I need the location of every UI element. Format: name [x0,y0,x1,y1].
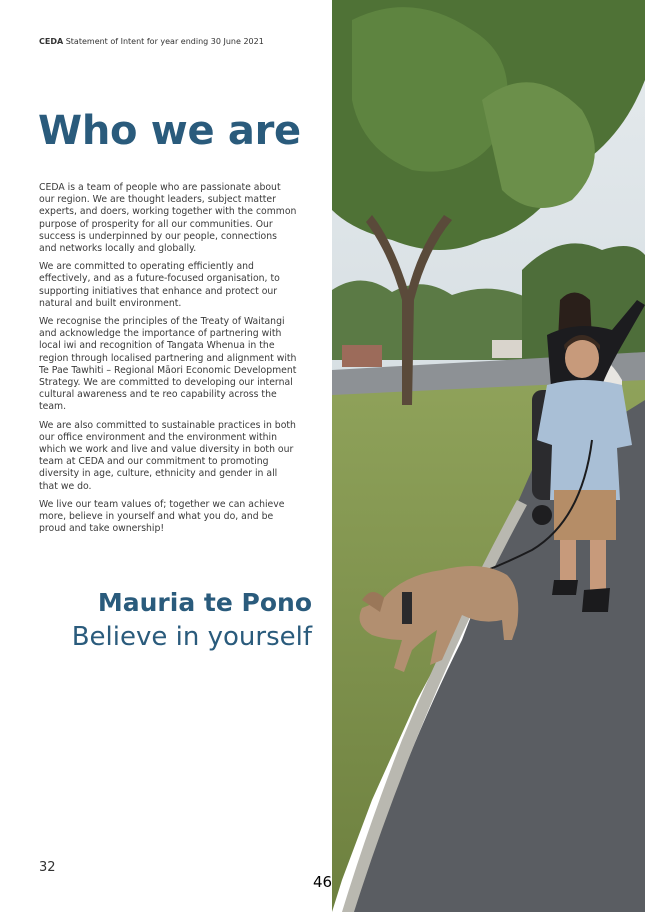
running-header [39,37,264,46]
header-org: CEDA [39,37,64,46]
family-walk-photo [332,0,645,912]
paragraph: We are committed to operating efficiently and effectively, and as a future-focused organisation, to supporting initiatives that enhance and protect our natural and built environment. [39,261,280,309]
paragraph: We are also committed to sustainable practices in both our office environment and the environment within which we work and live and value diversity in both our team at CEDA and our commitment to promoting diversity in age, culture, ethnicity and gender in all that we do. [39,419,296,492]
header-subtitle: Statement of Intent for year ending 30 June 2021 [65,37,264,46]
motto [72,586,312,654]
page-title: Who we are [38,108,301,154]
motto-english: Believe in yourself [71,622,312,652]
pdf-page-number: 46 [313,873,333,891]
page-number: 32 [39,860,56,875]
paragraph: CEDA is a team of people who are passionate about our region. We are thought leaders, subject matter experts, and doers, working together with the common purpose of prosperity for all our communities. Our success is underpinned by our people, connections and networks locally and globally. [39,182,297,255]
motto-maori: Mauria te Pono [97,588,312,617]
paragraph: We recognise the principles of the Treaty of Waitangi and acknowledge the importance of partnering with local iwi and recognition of Tangata Whenua in the region through localised partnering and alignment with Te Pae Tawhiti – Regional Māori Economic Development Strategy. We are committed to developing our internal cultural awareness and te reo capability across the team. [39,316,297,413]
paragraph: We live our team values of; together we can achieve more, believe in yourself and what you do, and be proud and take ownership! [39,498,285,535]
body-text [39,182,297,541]
